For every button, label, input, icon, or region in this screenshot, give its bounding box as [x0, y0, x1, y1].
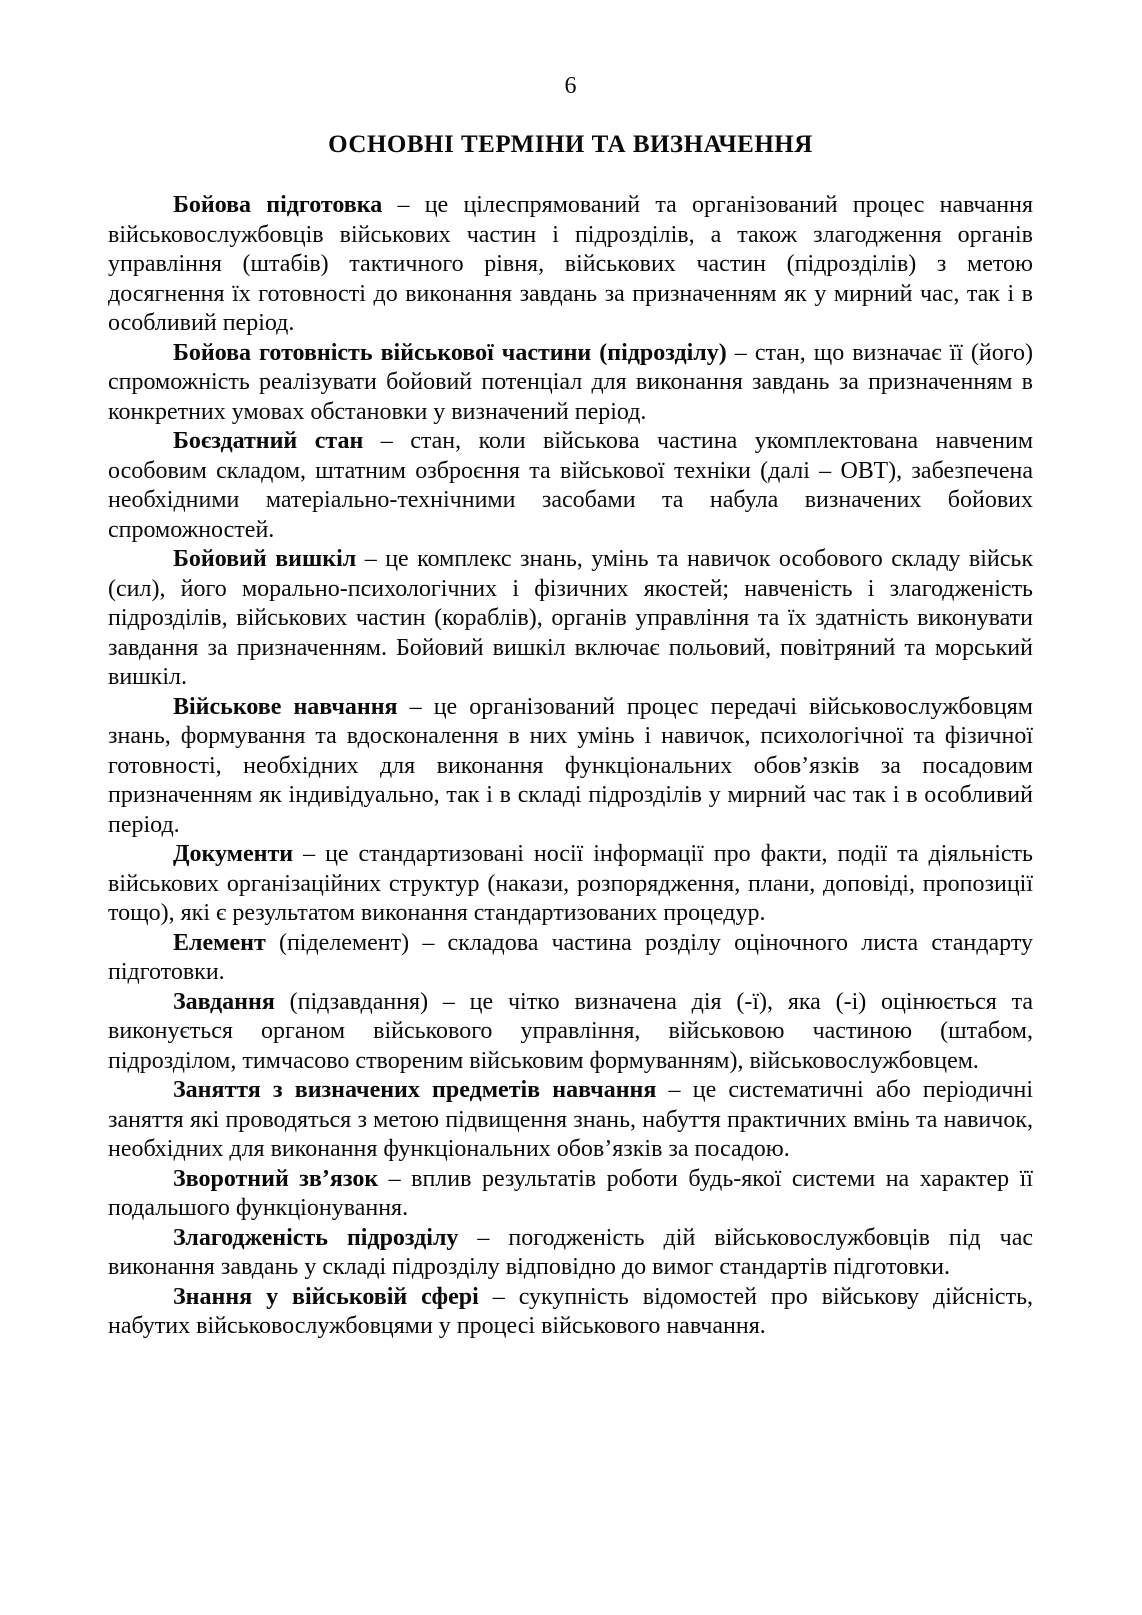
definition-paragraph [108, 1165, 1033, 1224]
definition-paragraph [108, 929, 1033, 988]
definition-paragraph [108, 840, 1033, 929]
definition-body: – стан, коли військова частина укомплектована навченим особовим складом, штатним озброєння та військової техніки (далі – ОВТ), забезпечена необхідними матеріально-технічними засобами та набула визначених бойових спроможностей. [108, 428, 1033, 543]
document-title: ОСНОВНІ ТЕРМІНИ ТА ВИЗНАЧЕННЯ [328, 130, 813, 158]
definition-body: (піделемент) – складова частина розділу оціночного листа стандарту підготовки. [108, 929, 1033, 985]
definition-term: Документи [173, 841, 294, 867]
definition-body: – це систематичні або періодичні заняття які проводяться з метою підвищення знань, набуття практичних вмінь та навичок, необхідних для виконання функціональних обов’язків за посадою. [108, 1077, 1033, 1162]
definition-paragraph [108, 1076, 1033, 1165]
definition-body: – сукупність відомостей про військову дійсність, набутих військовослужбовцями у процесі військового навчання. [108, 1283, 1034, 1339]
definition-term: Елемент [173, 929, 266, 956]
definition-paragraph [108, 1224, 1033, 1283]
definition-term: Заняття з визначених предметів навчання [173, 1077, 657, 1103]
definition-body: (підзавдання) – це чітко визначена дія (-ї), яка (-і) оцінюється та виконується органом військового управління, військовою частиною (штабом, підрозділом, тимчасово створеним військовим формуванням), військовослужбовцем. [108, 988, 1033, 1074]
definition-term: Знання у військовій сфері [173, 1283, 479, 1310]
definition-term: Завдання [173, 988, 275, 1015]
definition-body: – це стандартизовані носії інформації про факти, події та діяльність військових організаційних структур (накази, розпорядження, плани, доповіді, пропозиції тощо), які є результатом виконання стандартизованих процедур. [108, 841, 1033, 926]
definition-body: – вплив результатів роботи будь-якої системи на характер її подальшого функціонування. [108, 1165, 1033, 1221]
definition-body: – це цілеспрямований та організований процес навчання військовослужбовців військових частин і підрозділів, а також злагодження органів управління (штабів) тактичного рівня, військових частин (підрозділів) з метою досягнення їх готовності до виконання завдань за призначенням як у мирний час, так і в особливий період. [108, 192, 1034, 336]
definition-paragraph [108, 339, 1033, 428]
definition-paragraph [108, 988, 1033, 1077]
definition-paragraph [108, 693, 1033, 841]
definition-term: Бойова готовність військової частини (підрозділу) [173, 339, 727, 366]
definition-body: – погодженість дій військовослужбовців під час виконання завдань у складі підрозділу відповідно до вимог стандартів підготовки. [108, 1224, 1034, 1280]
definition-term: Бойова підготовка [173, 192, 383, 218]
page-number: 6 [564, 73, 577, 99]
definition-body: – це організований процес передачі військовослужбовцям знань, формування та вдосконалення в них умінь і навичок, психологічної та фізичної готовності, необхідних для виконання функціональних обов’язків за посадовим призначенням як індивідуально, так і в складі підрозділів у мирний час так і в особливий період. [108, 693, 1033, 838]
definition-term: Військове навчання [173, 693, 398, 720]
definition-paragraph [108, 545, 1033, 693]
definition-paragraph [108, 427, 1033, 545]
definition-term: Бойовий вишкіл [173, 546, 357, 572]
definition-term: Зворотний зв’язок [173, 1165, 379, 1192]
definition-paragraph [108, 1283, 1033, 1342]
definition-body: – це комплекс знань, умінь та навичок особового складу військ (сил), його морально-психологічних і фізичних якостей; навченість і злагодженість підрозділів, військових частин (кораблів), органів управління та їх здатність виконувати завдання за призначенням. Бойовий вишкіл включає польовий, повітряний та морський вишкіл. [108, 546, 1033, 690]
definition-paragraph [108, 191, 1033, 339]
definition-body: – стан, що визначає її (його) спроможність реалізувати бойовий потенціал для виконання завдань за призначенням в конкретних умовах обстановки у визначений період. [108, 339, 1033, 425]
definition-term: Злагодженість підрозділу [173, 1224, 459, 1251]
definition-term: Боєздатний стан [173, 428, 364, 454]
